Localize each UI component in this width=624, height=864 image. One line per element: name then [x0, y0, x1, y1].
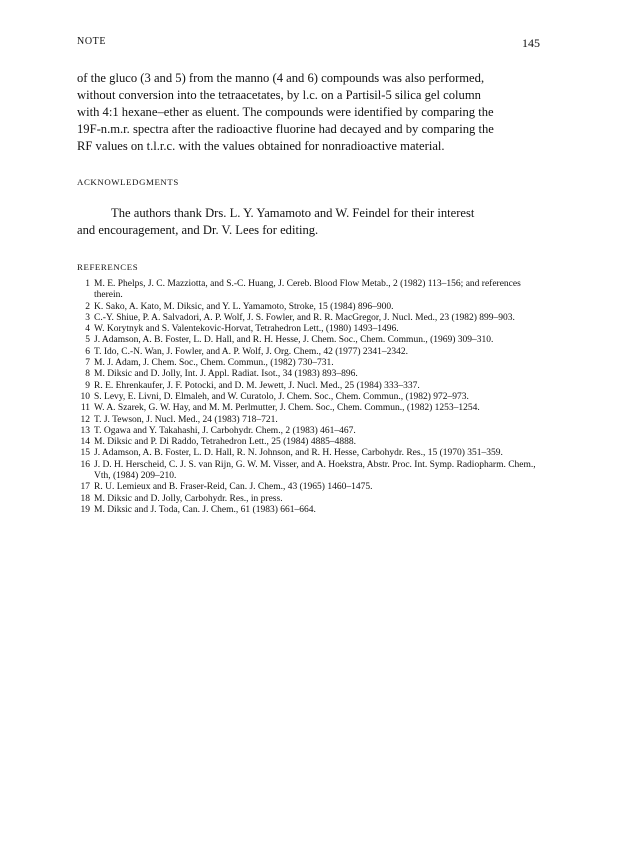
body-line: with 4:1 hexane–ether as eluent. The compounds were identified by comparing the — [77, 105, 494, 119]
reference-number: 12 — [80, 414, 90, 425]
acknowledgments-paragraph — [77, 205, 540, 239]
body-line: without conversion into the tetraacetates, by l.c. on a Partisil-5 silica gel column — [77, 88, 481, 102]
reference-number: 3 — [85, 312, 90, 323]
reference-text: W. A. Szarek, G. W. Hay, and M. M. Perlmutter, J. Chem. Soc., Chem. Commun., (1982) 1253–1254. — [94, 403, 480, 414]
reference-item — [77, 279, 545, 302]
reference-text: R. U. Lemieux and B. Fraser-Reid, Can. J. Chem., 43 (1965) 1460–1475. — [94, 482, 373, 493]
reference-number: 9 — [85, 380, 90, 391]
reference-item — [77, 347, 545, 358]
reference-item — [77, 392, 545, 403]
references-heading: REFERENCES — [77, 262, 139, 272]
reference-item — [77, 437, 545, 448]
reference-item — [77, 313, 545, 324]
page-number: 145 — [522, 36, 540, 50]
reference-item — [77, 403, 545, 414]
reference-item — [77, 358, 545, 369]
reference-number: 17 — [80, 482, 90, 493]
reference-item — [77, 494, 545, 505]
acknowledgments-heading: ACKNOWLEDGMENTS — [77, 177, 179, 187]
reference-number: 2 — [85, 301, 90, 312]
reference-text: S. Levy, E. Livni, D. Elmaleh, and W. Curatolo, J. Chem. Soc., Chem. Commun., (1982) 972–973. — [94, 391, 469, 402]
reference-text: W. Korytnyk and S. Valentekovic-Horvat, Tetrahedron Lett., (1980) 1493–1496. — [94, 324, 399, 335]
reference-item — [77, 324, 545, 335]
running-header — [77, 36, 540, 52]
reference-number: 7 — [85, 358, 90, 369]
reference-text: R. E. Ehrenkaufer, J. F. Potocki, and D. M. Jewett, J. Nucl. Med., 25 (1984) 333–337. — [94, 380, 420, 391]
reference-text: M. E. Phelps, J. C. Mazziotta, and S.-C. Huang, J. Cereb. Blood Flow Metab., 2 (1982) 113–156; and references therein. — [94, 279, 521, 301]
reference-number: 11 — [80, 403, 90, 414]
reference-text: J. D. H. Herscheid, C. J. S. van Rijn, G. W. M. Visser, and A. Hoekstra, Abstr. Proc. Int. Symp. Radiopharm. Chem., Vth, (1984) 209–210. — [94, 459, 536, 482]
reference-text: M. Diksic and D. Jolly, Int. J. Appl. Radiat. Isot., 34 (1983) 893–896. — [94, 369, 358, 380]
body-line: 19F-n.m.r. spectra after the radioactive fluorine had decayed and by comparing the — [77, 122, 494, 136]
reference-number: 18 — [80, 493, 90, 504]
reference-text: T. J. Tewson, J. Nucl. Med., 24 (1983) 718–721. — [94, 414, 278, 425]
reference-number: 8 — [85, 369, 90, 380]
reference-list — [77, 279, 545, 516]
reference-number: 15 — [80, 448, 90, 459]
reference-number: 4 — [85, 324, 90, 335]
reference-number: 5 — [85, 335, 90, 346]
reference-text: M. Diksic and P. Di Raddo, Tetrahedron Lett., 25 (1984) 4885–4888. — [94, 437, 356, 448]
reference-text: T. Ogawa and Y. Takahashi, J. Carbohydr. Chem., 2 (1983) 461–467. — [94, 425, 356, 436]
body-line: of the gluco (3 and 5) from the manno (4 and 6) compounds was also performed, — [77, 71, 485, 85]
reference-text: M. J. Adam, J. Chem. Soc., Chem. Commun., (1982) 730–731. — [94, 358, 334, 369]
acknowledgments-line: and encouragement, and Dr. V. Lees for editing. — [77, 223, 319, 237]
body-line: RF values on t.l.r.c. with the values obtained for nonradioactive material. — [77, 139, 445, 153]
reference-text: M. Diksic and J. Toda, Can. J. Chem., 61 (1983) 661–664. — [94, 504, 316, 515]
reference-item — [77, 448, 545, 459]
reference-number: 19 — [80, 504, 90, 515]
reference-item — [77, 369, 545, 380]
reference-item — [77, 302, 545, 313]
reference-text: M. Diksic and D. Jolly, Carbohydr. Res., in press. — [94, 493, 283, 504]
running-header-label: NOTE — [77, 36, 107, 47]
reference-item — [77, 426, 545, 437]
acknowledgments-line: The authors thank Drs. L. Y. Yamamoto and W. Feindel for their interest — [111, 206, 475, 220]
reference-number: 13 — [80, 425, 90, 436]
reference-text: J. Adamson, A. B. Foster, L. D. Hall, R. N. Johnson, and R. H. Hesse, Carbohydr. Res., 15 (1970) 351–359. — [94, 448, 503, 459]
reference-text: T. Ido, C.-N. Wan, J. Fowler, and A. P. Wolf, J. Org. Chem., 42 (1977) 2341–2342. — [94, 346, 409, 357]
reference-number: 14 — [80, 437, 90, 448]
reference-item — [77, 415, 545, 426]
reference-text: J. Adamson, A. B. Foster, L. D. Hall, and R. H. Hesse, J. Chem. Soc., Chem. Commun., (1969) 309–310. — [94, 335, 494, 346]
reference-text: K. Sako, A. Kato, M. Diksic, and Y. L. Yamamoto, Stroke, 15 (1984) 896–900. — [94, 301, 394, 312]
reference-number: 16 — [80, 459, 90, 470]
reference-item — [77, 381, 545, 392]
reference-item — [77, 505, 545, 516]
reference-number: 6 — [85, 346, 90, 357]
reference-text: C.-Y. Shiue, P. A. Salvadori, A. P. Wolf, J. S. Fowler, and R. R. MacGregor, J. Nucl. Med., 23 (1982) 899–903. — [94, 312, 515, 323]
reference-item — [77, 335, 545, 346]
reference-item — [77, 482, 545, 493]
body-paragraph — [77, 70, 540, 155]
reference-number: 1 — [85, 279, 90, 289]
reference-item — [77, 460, 545, 483]
reference-number: 10 — [80, 391, 90, 402]
